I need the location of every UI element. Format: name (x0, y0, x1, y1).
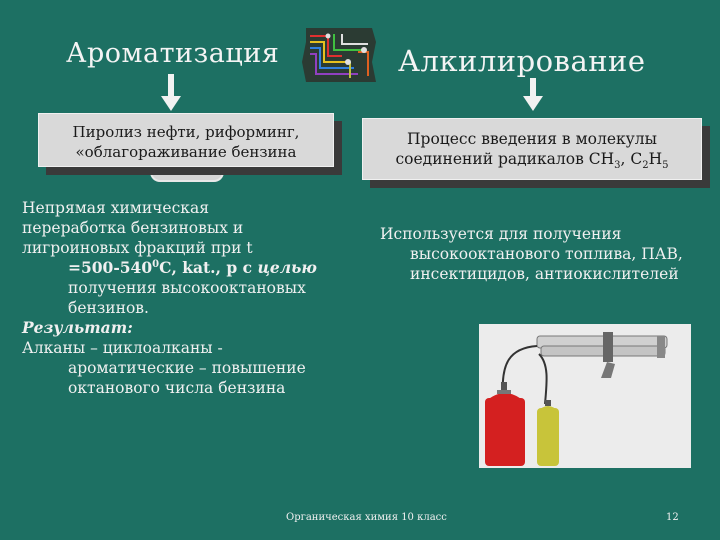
title-aromatization: Ароматизация (66, 38, 280, 69)
text-line: инсектицидов, антиокислителей (410, 265, 679, 283)
text-line: высокооктанового топлива, ПАВ, (410, 245, 683, 263)
alkylation-usage (380, 224, 710, 284)
alkylation-definition-box (362, 118, 702, 180)
title-alkylation: Алкилирование (398, 44, 646, 78)
text-line-conditions: $=500-540^0С$, kat., p с целью (68, 258, 317, 277)
text-line: бензинов. (68, 299, 149, 317)
text-line: получения высокооктановых (68, 279, 306, 297)
text-line: переработка бензиновых и (22, 219, 244, 237)
footer-course-name: Органическая химия 10 класс (286, 512, 447, 523)
text-line: Алканы – циклоалканы - (22, 339, 223, 357)
text-line: Используется для получения (380, 225, 622, 243)
text-line: октанового числа бензина (68, 379, 286, 397)
box-line: Процесс введения в молекулы (407, 130, 657, 148)
text-line: ароматические – повышение (68, 359, 306, 377)
text-line: лигроиновых фракций при t (22, 239, 253, 257)
arrow-down-icon (160, 74, 182, 112)
aromatization-definition-box (38, 113, 334, 167)
box-line: Пиролиз нефти, риформинг, (72, 123, 300, 141)
slide-number: 12 (666, 512, 679, 523)
result-label: Результат: (22, 318, 133, 337)
box-line-formula: соединений радикалов $СН_3$, $С_2Н_5$ (395, 150, 669, 172)
box-line: «облагораживание бензина (75, 143, 297, 161)
text-line: Непрямая химическая (22, 199, 209, 217)
aromatization-description (22, 198, 342, 398)
arrow-down-icon (522, 78, 544, 112)
lab-apparatus-image (479, 324, 691, 468)
circuit-logo-icon (298, 22, 378, 88)
